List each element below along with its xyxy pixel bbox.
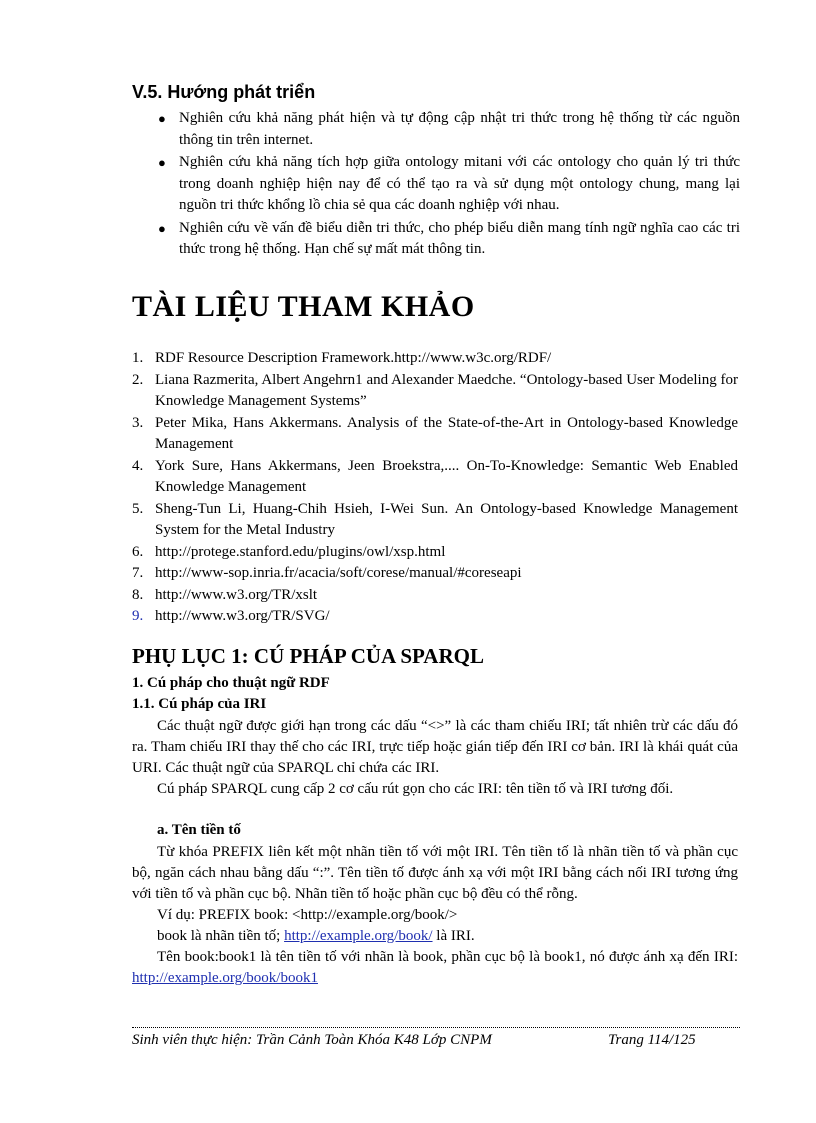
appendix-heading: PHỤ LỤC 1: CÚ PHÁP CỦA SPARQL [132, 644, 484, 668]
example-book-link[interactable]: http://example.org/book/ [284, 928, 433, 944]
bullet-icon: ● [158, 111, 166, 126]
iri-paragraphs [132, 716, 738, 800]
reference-item: 4. York Sure, Hans Akkermans, Jeen Broekstra,.... On-To-Knowledge: Semantic Web Enabled Knowledge Management [132, 457, 738, 495]
example-line: Ví dụ: PREFIX book: <http://example.org/book/> [157, 907, 458, 923]
list-item: ● Nghiên cứu về vấn đề biểu diễn tri thức, cho phép biểu diễn mang tính ngữ nghĩa cao các tri thức trong hệ thống. Hạn chế sự mất mát thông tin. [158, 219, 740, 257]
subheading-rdf-syntax: 1. Cú pháp cho thuật ngữ RDF [132, 675, 330, 691]
footer-author: Sinh viên thực hiện: Trần Cảnh Toàn Khóa K48 Lớp CNPM [132, 1032, 492, 1048]
reference-item: 9. http://www.w3.org/TR/SVG/ [132, 608, 330, 624]
bullet-icon: ● [158, 155, 166, 170]
reference-item: 2. Liana Razmerita, Albert Angehrn1 and Alexander Maedche. “Ontology-based User Modeling for Knowledge Management Systems” [132, 371, 738, 409]
reference-item: 8. http://www.w3.org/TR/xslt [132, 586, 318, 603]
paragraph: Các thuật ngữ được giới hạn trong các dấu “<>” là các tham chiếu IRI; tất nhiên trừ các dấu đó ra. Tham chiếu IRI thay thế cho các IRI, trực tiếp hoặc gián tiếp đến IRI cơ bản. IRI là khái quát của URI. Các thuật ngữ của SPARQL chỉ chứa các IRI. [132, 718, 738, 776]
references-heading: TÀI LIỆU THAM KHẢO [132, 290, 475, 323]
example-book1-link[interactable]: http://example.org/book/book1 [132, 970, 318, 986]
prefix-paragraphs [132, 842, 738, 989]
reference-item: 7. http://www-sop.inria.fr/acacia/soft/corese/manual/#coreseapi [132, 565, 522, 581]
paragraph: Từ khóa PREFIX liên kết một nhãn tiền tố với một IRI. Tên tiền tố là nhãn tiền tố và phần cục bộ, ngăn cách nhau bằng dấu “:”. Tên tiền tố được ánh xạ với một IRI bằng cách nối IRI tương ứng với tiền tố và phần cục bộ. Nhãn tiền tố hoặc phần cục bộ đều có thể rỗng. [132, 844, 738, 902]
reference-item: 6. http://protege.stanford.edu/plugins/owl/xsp.html [132, 543, 446, 560]
development-list [132, 108, 740, 262]
page-number: Trang 114/125 [608, 1032, 696, 1048]
reference-list [132, 348, 738, 628]
section-heading: V.5. Hướng phát triển [132, 82, 316, 102]
subheading-prefix-name: a. Tên tiền tố [157, 822, 241, 838]
bullet-icon: ● [158, 220, 166, 236]
list-item: ● Nghiên cứu khả năng phát hiện và tự động cập nhật tri thức trong hệ thống từ các nguồn thông tin trên internet. [158, 110, 740, 148]
footer-divider [132, 1027, 740, 1028]
reference-item: 3. Peter Mika, Hans Akkermans. Analysis of the State-of-the-Art in Ontology-based Knowledge Management [132, 414, 738, 452]
label-line: book là nhãn tiền tố; http://example.org/book/ là IRI. [157, 928, 475, 944]
reference-item: 5. Sheng-Tun Li, Huang-Chih Hsieh, I-Wei Sun. An Ontology-based Knowledge Management System for the Metal Industry [132, 500, 738, 538]
paragraph: Cú pháp SPARQL cung cấp 2 cơ cấu rút gọn cho các IRI: tên tiền tố và IRI tương đối. [157, 781, 674, 797]
paragraph: Tên book:book1 là tên tiền tố với nhãn là book, phần cục bộ là book1, nó được ánh xạ đến IRI: http://example.org/book/book1 [132, 949, 738, 986]
subheading-iri-syntax: 1.1. Cú pháp của IRI [132, 696, 267, 712]
list-item: ● Nghiên cứu khả năng tích hợp giữa ontology mitani với các ontology cho quản lý tri thức trong doanh nghiệp hiện nay để có thể tạo ra và sử dụng một ontology chung, mang lại nguồn tri thức khổng lồ chia sẻ qua các doanh nghiệp với nhau. [158, 154, 740, 213]
reference-item: 1. RDF Resource Description Framework.http://www.w3c.org/RDF/ [132, 350, 552, 366]
